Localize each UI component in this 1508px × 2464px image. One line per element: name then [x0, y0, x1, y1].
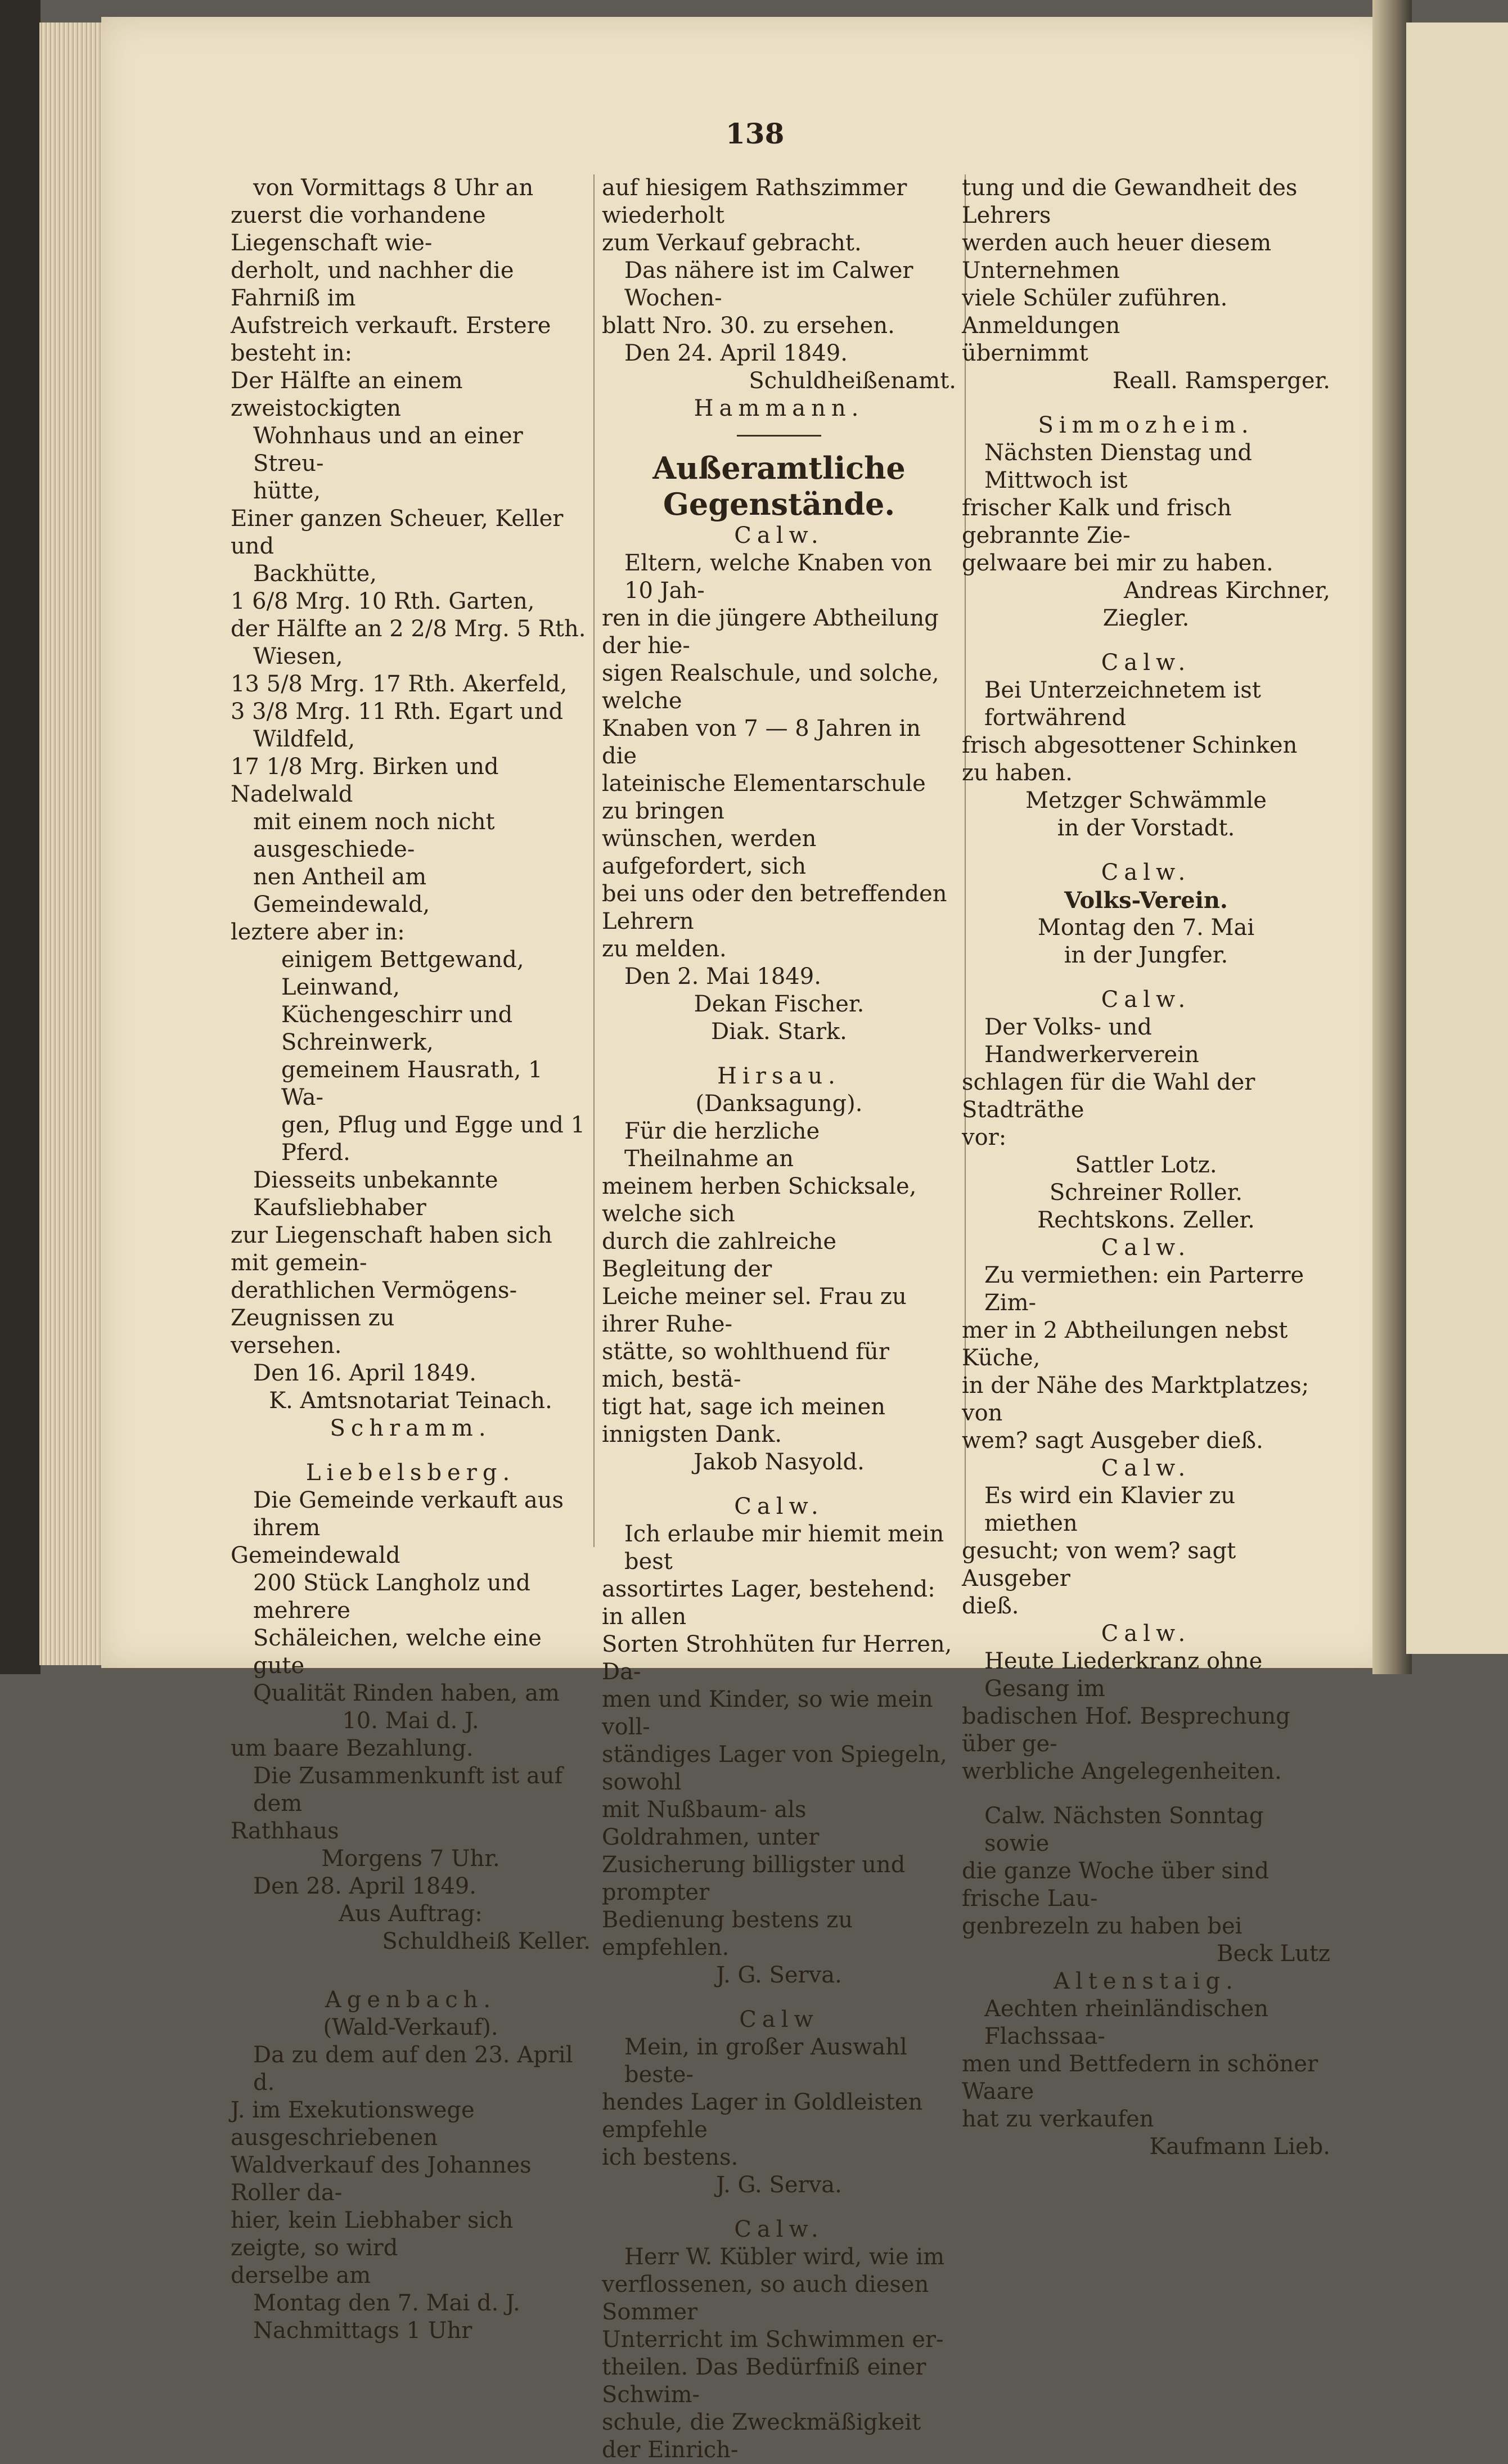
text-line: Aufstreich verkauft. Erstere besteht in: — [231, 313, 551, 366]
signature: Kaufmann Lieb. — [1149, 2134, 1330, 2160]
text-line: wünschen, werden aufgefordert, sich — [602, 826, 817, 879]
text-line: werbliche Angelegenheiten. — [962, 1759, 1282, 1784]
text-line: Es wird ein Klavier zu miethen — [984, 1483, 1236, 1536]
signature: J. G. Serva. — [716, 1962, 842, 1988]
text-line: Montag den 7. Mai d. J. — [253, 2290, 520, 2316]
text-line: schlagen für die Wahl der Stadträthe — [962, 1069, 1255, 1123]
text-line: mit Nußbaum- als Goldrahmen, unter — [602, 1797, 820, 1850]
column-1 — [231, 174, 591, 2345]
text-line: dieß. — [962, 1593, 1019, 1619]
section-rule — [737, 435, 821, 437]
column-3 — [962, 174, 1330, 2161]
text-line: Wohnhaus und an einer Streu- — [253, 423, 523, 476]
section-heading: Agenbach. — [325, 1987, 497, 2013]
text-line: tigt hat, sage ich meinen innigsten Dank. — [602, 1394, 886, 1447]
text-line: Bei Unterzeichnetem ist fortwährend — [984, 677, 1261, 731]
text-line: men und Bettfedern in schöner Waare — [962, 2051, 1318, 2105]
text-line: mer in 2 Abtheilungen nebst Küche, — [962, 1318, 1288, 1371]
text-line: sigen Realschule, und solche, welche — [602, 660, 939, 714]
text-line: Mein, in großer Auswahl beste- — [624, 2034, 907, 2088]
text-line: zum Verkauf gebracht. — [602, 230, 862, 256]
section-heading: Calw. — [1101, 1455, 1191, 1481]
section-heading: Calw. — [1101, 1621, 1191, 1647]
signature: J. G. Serva. — [716, 2172, 842, 2198]
text-line: Leiche meiner sel. Frau zu ihrer Ruhe- — [602, 1284, 907, 1337]
text-line: men und Kinder, so wie mein voll- — [602, 1687, 933, 1740]
text-line: Ich erlaube mir hiemit mein best — [624, 1521, 944, 1575]
section-heading: Calw. — [734, 2216, 824, 2242]
text-line: Zusicherung billigster und prompter — [602, 1852, 906, 1905]
text-line: Diesseits unbekannte Kaufsliebhaber — [253, 1167, 498, 1221]
text-line: nen Antheil am Gemeindewald, — [253, 864, 430, 918]
signature: Andreas Kirchner, — [1124, 578, 1330, 604]
text-line: gen, Pflug und Egge und 1 — [281, 1112, 586, 1138]
text-line: durch die zahlreiche Begleitung der — [602, 1229, 837, 1282]
text-line: badischen Hof. Besprechung über ge- — [962, 1703, 1290, 1757]
text-line: um baare Bezahlung. — [231, 1735, 474, 1761]
text-line: hier, kein Liebhaber sich zeigte, so wird — [231, 2207, 514, 2261]
text-line: in der Jungfer. — [1064, 942, 1228, 968]
text-line: 10. Mai d. J. — [342, 1708, 479, 1734]
text-line: lateinische Elementarschule zu bringen — [602, 771, 926, 824]
signature: Reall. Ramsperger. — [1112, 368, 1330, 394]
text-line: derathlichen Vermögens-Zeugnissen zu — [231, 1278, 517, 1331]
text-line: Das nähere ist im Calwer Wochen- — [624, 258, 913, 311]
text-line: meinem herben Schicksale, welche sich — [602, 1173, 917, 1227]
date-line: Den 24. April 1849. — [624, 340, 848, 366]
text-line: Aechten rheinländischen Flachssaa- — [984, 1996, 1268, 2049]
text-line: Schäleichen, welche eine gute — [253, 1625, 542, 1679]
text-line: Da zu dem auf den 23. April d. — [253, 2042, 573, 2096]
text-line: Waldverkauf des Johannes Roller da- — [231, 2152, 532, 2206]
section-heading: Calw. — [1101, 1235, 1191, 1261]
text-line: einigem Bettgewand, Leinwand, — [281, 947, 524, 1000]
text-line: Für die herzliche Theilnahme an — [624, 1118, 820, 1172]
facing-page-edge — [1406, 23, 1508, 1654]
column-2 — [602, 174, 956, 2464]
text-line: zuerst die vorhandene Liegenschaft wie- — [231, 203, 486, 256]
text-line: Zu vermiethen: ein Parterre Zim- — [984, 1262, 1304, 1316]
text-line: Volks-Verein. — [1064, 887, 1228, 914]
text-line: 200 Stück Langholz und mehrere — [253, 1570, 530, 1624]
text-line: Pferd. — [281, 1140, 350, 1166]
text-line: Knaben von 7 — 8 Jahren in die — [602, 716, 921, 769]
text-line: 13 5/8 Mrg. 17 Rth. Akerfeld, — [231, 671, 568, 697]
text-line: ich bestens. — [602, 2144, 739, 2170]
text-line: (Wald-Verkauf). — [323, 2015, 498, 2040]
section-heading: Hirsau. — [717, 1063, 841, 1089]
text-line: Unterricht im Schwimmen er- — [602, 2327, 944, 2353]
signature: Ziegler. — [1102, 605, 1190, 631]
text-line: Die Zusammenkunft ist auf dem — [253, 1763, 563, 1816]
text-line: in der Nähe des Marktplatzes; von — [962, 1373, 1309, 1426]
text-line: theilen. Das Bedürfniß einer Schwim- — [602, 2354, 926, 2408]
text-line: Die Gemeinde verkauft aus ihrem — [253, 1487, 564, 1541]
text-line: Schreiner Roller. — [1049, 1180, 1243, 1206]
text-line: Nachmittags 1 Uhr — [253, 2318, 472, 2344]
signature: Diak. Stark. — [711, 1019, 847, 1045]
text-line: Heute Liederkranz ohne Gesang im — [984, 1648, 1263, 1702]
signature: Schuldheißenamt. — [749, 368, 956, 394]
text-line: wem? sagt Ausgeber dieß. — [962, 1428, 1263, 1454]
text-line: Morgens 7 Uhr. — [321, 1846, 500, 1872]
text-line: blatt Nro. 30. zu ersehen. — [602, 313, 895, 339]
section-heading: Liebelsberg. — [305, 1460, 516, 1486]
signature: Metzger Schwämmle — [1025, 788, 1267, 813]
text-line: 1 6/8 Mrg. 10 Rth. Garten, — [231, 588, 535, 614]
signature: Beck Lutz — [1217, 1941, 1330, 1967]
text-line: derholt, und nachher die Fahrniß im — [231, 258, 514, 311]
text-line: von Vormittags 8 Uhr an — [253, 175, 534, 201]
text-line: in der Vorstadt. — [1057, 815, 1235, 841]
text-line: genbrezeln zu haben bei — [962, 1913, 1243, 1939]
text-line: auf hiesigem Rathszimmer wiederholt — [602, 175, 907, 228]
text-line: Wildfeld, — [253, 726, 355, 752]
text-line: Nächsten Dienstag und Mittwoch ist — [984, 440, 1252, 493]
text-line: Eltern, welche Knaben von 10 Jah- — [624, 550, 932, 604]
text-line: viele Schüler zuführen. Anmeldungen — [962, 285, 1228, 339]
book-binding-shadow — [0, 0, 40, 1674]
section-heading: Calw — [739, 2007, 819, 2033]
signature: Jakob Nasyold. — [694, 1449, 865, 1475]
text-line: gelwaare bei mir zu haben. — [962, 550, 1273, 576]
text-line: Montag den 7. Mai — [1037, 915, 1255, 941]
text-line: Gemeindewald — [231, 1543, 400, 1568]
text-line: die ganze Woche über sind frische Lau- — [962, 1858, 1270, 1912]
page-number: 138 — [726, 117, 785, 150]
section-heading: Calw. — [1101, 987, 1191, 1013]
text-line: der Hälfte an 2 2/8 Mrg. 5 Rth. — [231, 616, 586, 642]
text-line: Wiesen, — [253, 644, 343, 669]
text-line: (Danksagung). — [695, 1091, 863, 1117]
text-line: Rechtskons. Zeller. — [1037, 1207, 1255, 1233]
text-line: Backhütte, — [253, 561, 377, 587]
text-line: Küchengeschirr und Schreinwerk, — [281, 1002, 513, 1055]
signature: Hammann. — [694, 395, 865, 421]
text-line: vor: — [962, 1125, 1007, 1150]
text-line: verflossenen, so auch diesen Sommer — [602, 2272, 929, 2325]
signature: Schuldheiß Keller. — [382, 1928, 591, 1954]
text-line: Der Volks- und Handwerkerverein — [984, 1014, 1199, 1068]
text-line: bei uns oder den betreffenden Lehrern — [602, 881, 947, 934]
section-heading: Altenstaig. — [1054, 1968, 1239, 1994]
text-line: 17 1/8 Mrg. Birken und Nadelwald — [231, 754, 499, 807]
text-line: Qualität Rinden haben, am — [253, 1680, 560, 1706]
text-line: Aus Auftrag: — [339, 1901, 483, 1927]
text-line: ständiges Lager von Spiegeln, sowohl — [602, 1742, 947, 1795]
text-line: ren in die jüngere Abtheilung der hie- — [602, 605, 939, 659]
date-line: Den 28. April 1849. — [253, 1873, 476, 1899]
text-line: derselbe am — [231, 2263, 371, 2288]
section-heading: Calw. — [1101, 860, 1191, 885]
text-line: hendes Lager in Goldleisten empfehle — [602, 2089, 923, 2143]
text-line: übernimmt — [962, 340, 1088, 366]
text-line: Rathhaus — [231, 1818, 339, 1844]
text-line: leztere aber in: — [231, 919, 405, 945]
section-heading: Calw. — [734, 523, 824, 548]
text-line: schule, die Zweckmäßigkeit der Einrich- — [602, 2409, 921, 2463]
text-line: werden auch heuer diesem Unternehmen — [962, 230, 1272, 284]
text-line: Herr W. Kübler wird, wie im — [624, 2244, 945, 2270]
text-line: gemeinem Hausrath, 1 Wa- — [281, 1057, 543, 1110]
date-line: Den 2. Mai 1849. — [624, 964, 821, 990]
date-line: Den 16. April 1849. — [253, 1360, 476, 1386]
text-line: hat zu verkaufen — [962, 2106, 1154, 2132]
text-line: mit einem noch nicht ausgeschiede- — [253, 809, 495, 862]
text-line: 3 3/8 Mrg. 11 Rth. Egart und — [231, 699, 564, 725]
text-line: gesucht; von wem? sagt Ausgeber — [962, 1538, 1236, 1591]
section-heading: Calw. — [1101, 650, 1191, 676]
page-edges — [39, 23, 107, 1665]
text-line: stätte, so wohlthuend für mich, bestä- — [602, 1339, 889, 1392]
section-heading: Calw. — [734, 1494, 824, 1519]
text-line: frisch abgesottener Schinken zu haben. — [962, 732, 1298, 786]
column-divider — [593, 174, 595, 1547]
text-line: hütte, — [253, 478, 321, 504]
text-line: frischer Kalk und frisch gebrannte Zie- — [962, 495, 1232, 548]
text-line: zur Liegenschaft haben sich mit gemein- — [231, 1222, 552, 1276]
text-line: tung und die Gewandheit des Lehrers — [962, 175, 1298, 228]
text-line: Bedienung bestens zu empfehlen. — [602, 1907, 853, 1961]
text-line: Sattler Lotz. — [1075, 1152, 1217, 1178]
text-line: J. im Exekutionswege ausgeschriebenen — [231, 2097, 475, 2151]
section-title: Außeramtliche Gegenstände. — [652, 450, 906, 522]
text-line: versehen. — [231, 1333, 342, 1359]
text-line: Einer ganzen Scheuer, Keller und — [231, 506, 564, 559]
signature: Dekan Fischer. — [694, 991, 865, 1017]
text-line: Sorten Strohhüten fur Herren, Da- — [602, 1631, 952, 1685]
text-line: assortirtes Lager, bestehend: in allen — [602, 1576, 935, 1630]
text-line: Der Hälfte an einem zweistockigten — [231, 368, 463, 421]
section-heading: Simmozheim. — [1038, 412, 1254, 438]
signature: Schramm. — [330, 1415, 492, 1441]
text-line: zu melden. — [602, 936, 727, 962]
text-line: Calw. Nächsten Sonntag sowie — [984, 1803, 1264, 1856]
signature: K. Amtsnotariat Teinach. — [269, 1388, 552, 1414]
